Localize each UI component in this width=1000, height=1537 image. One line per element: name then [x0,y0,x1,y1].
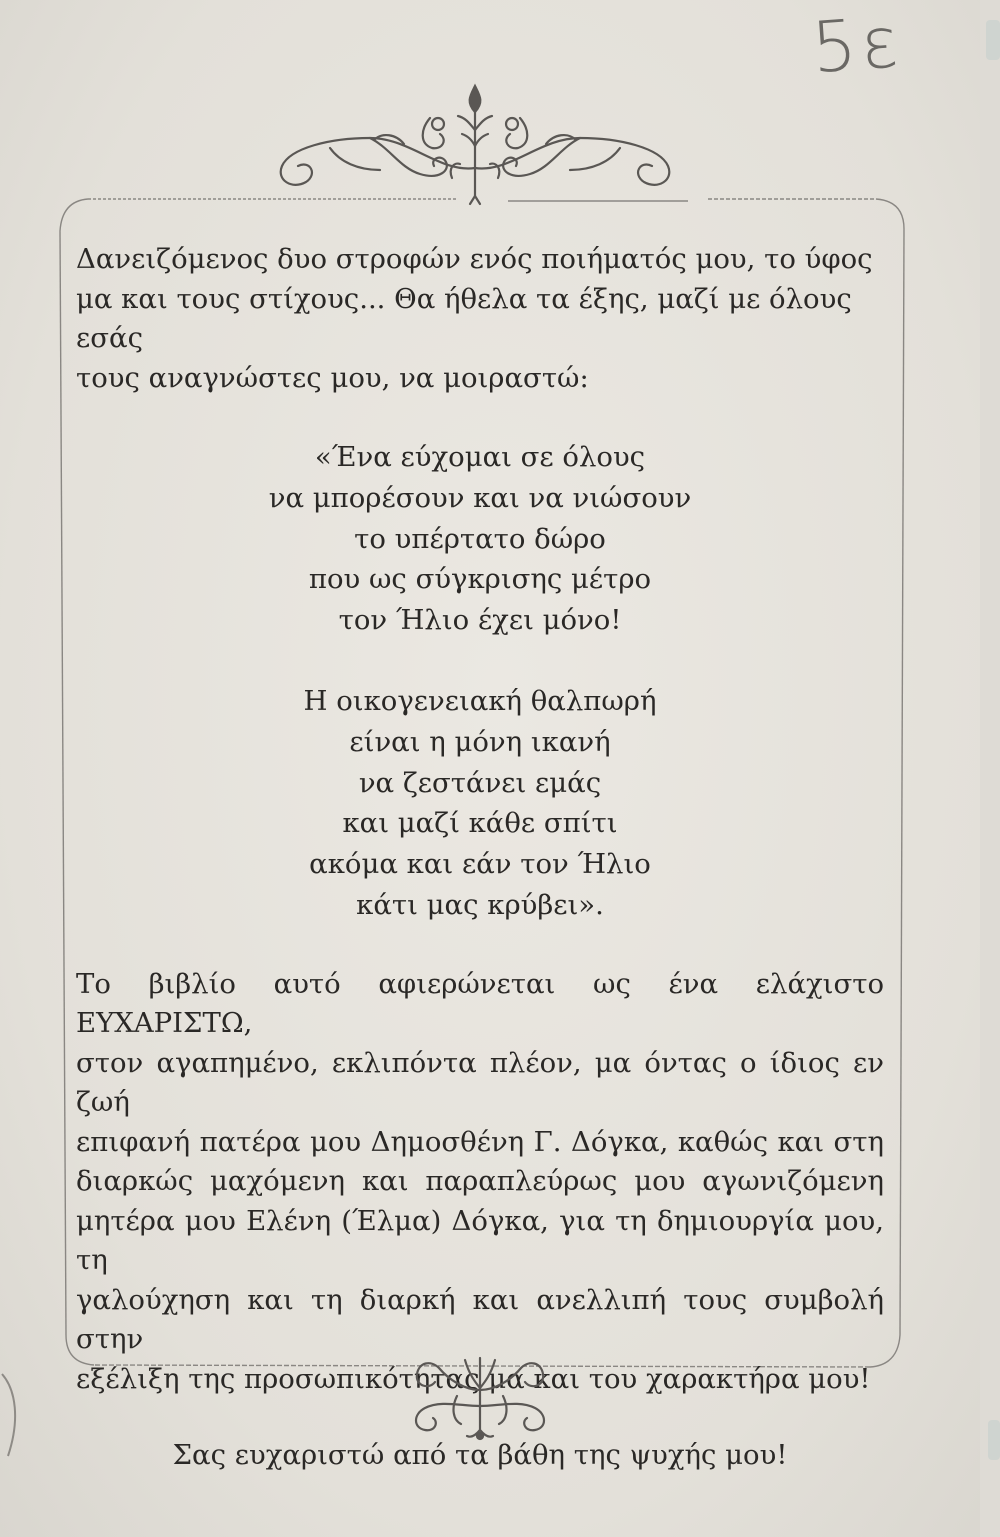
dedication-paragraph [76,965,884,1400]
dedication-line: εξέλιξη της προσωπικότητας μα και του χαρακτήρα μου! [76,1362,871,1395]
intro-line: Δανειζόμενος δυο στροφών ενός ποιήματός μου, το ύφος [76,243,873,275]
poem-line: «Ένα εύχομαι σε όλους [314,441,646,473]
dedication-line: μητέρα μου Ελένη (Έλμα) Δόγκα, για τη δημιουργία μου, τη [76,1204,884,1277]
poem-line: είναι η μόνη ικανή [349,725,611,758]
page-edge-right [972,0,1000,1537]
closing-thanks: Σας ευχαριστώ από τα βάθη της ψυχής μου! [172,1439,788,1472]
page-content [76,240,884,1503]
poem-line: ακόμα και εάν τον Ήλιο [309,848,651,881]
dedication-line: διαρκώς μαχόμενη και παραπλεύρως μου αγωνιζόμενη [76,1165,884,1198]
poem-line: τον Ήλιο έχει μόνο! [338,604,622,637]
top-ornament-icon [270,78,690,208]
dedication-line: γαλούχηση και τη διαρκή και ανελλιπή τους συμβολή στην [76,1283,884,1356]
page-edge-left [0,1370,30,1460]
handwritten-page-mark: 5ε [809,0,906,90]
dedication-line: επιφανή πατέρα μου Δημοσθένη Γ. Δόγκα, καθώς και στη [76,1125,884,1158]
intro-paragraph [76,240,884,398]
poem-stanza-2 [76,681,884,926]
poem-line: κάτι μας κρύβει». [356,888,604,921]
poem-stanza-1 [76,437,884,641]
dedication-line: στον αγαπημένο, εκλιπόντα πλέον, μα όντας ο ίδιος εν ζωή [76,1046,884,1119]
intro-line: τους αναγνώστες μου, να μοιραστώ: [76,361,589,394]
poem-line: να μπορέσουν και να νιώσουν [268,481,692,514]
poem-line: και μαζί κάθε σπίτι [342,807,618,840]
poem-line: Η οικογενειακή θαλπωρή [303,684,657,717]
poem-line: το υπέρτατο δώρο [354,522,606,555]
intro-line: μα και τους στίχους... Θα ήθελα τα έξης, μαζί με όλους εσάς [76,282,852,354]
dedication-line: Το βιβλίο αυτό αφιερώνεται ως ένα ελάχιστο ΕΥΧΑΡΙΣΤΩ, [76,967,884,1040]
poem-line: να ζεστάνει εμάς [358,766,602,799]
poem-line: που ως σύγκρισης μέτρο [308,563,652,596]
bottom-ornament-icon [395,1350,565,1445]
